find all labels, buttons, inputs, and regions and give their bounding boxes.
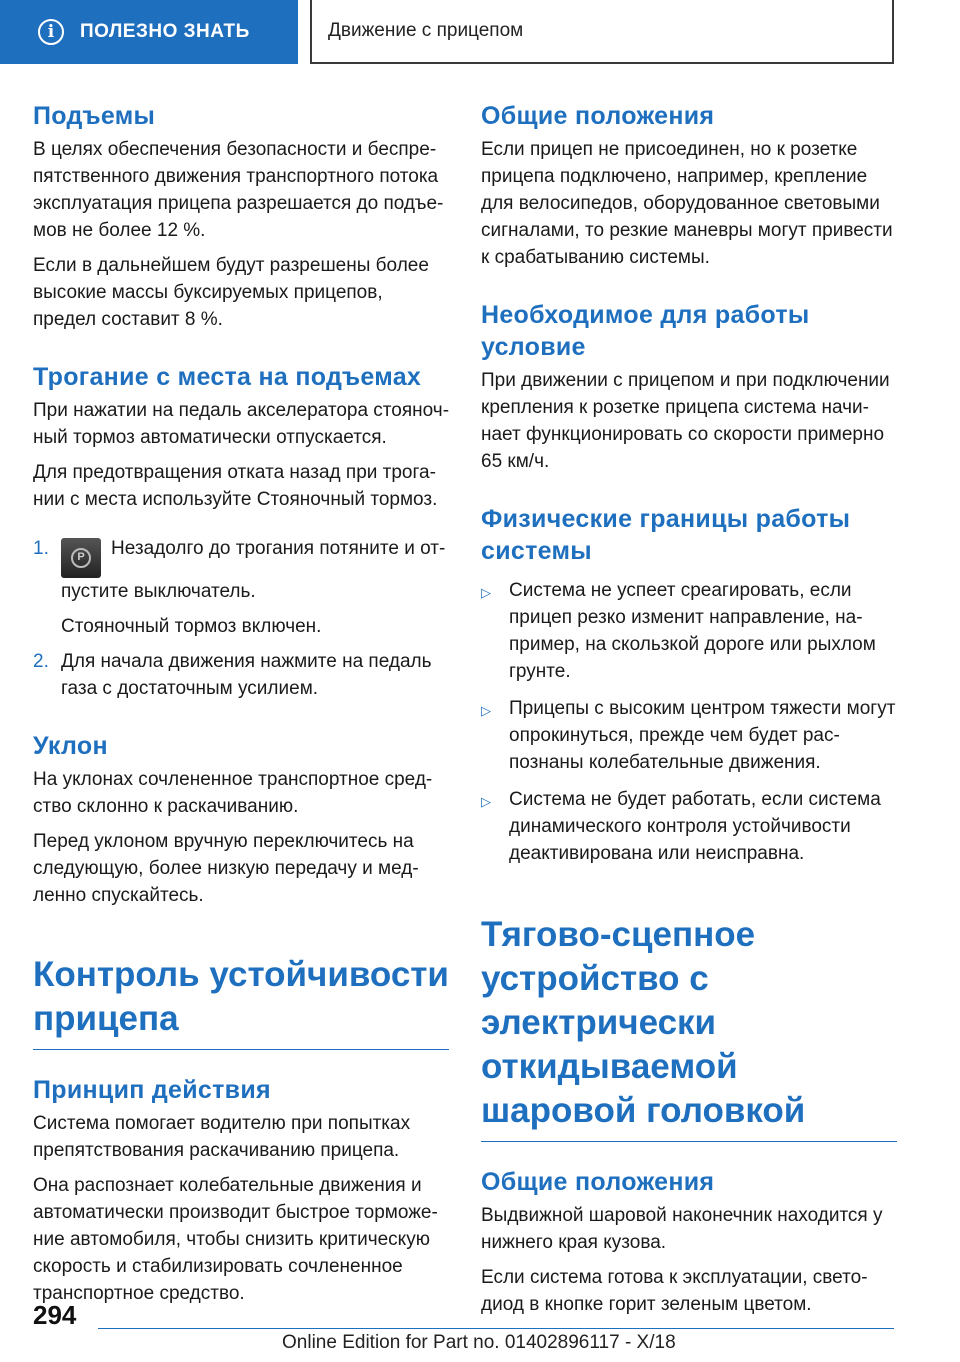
footer-divider [98, 1328, 894, 1329]
section-title-limits: Физические границы работы системы [481, 505, 851, 565]
bullet-text: Система не успеет среагировать, если прицеп резко изменит направление, например, на скользкой дороге или рыхлом грунте. [509, 580, 876, 682]
step-item [33, 535, 449, 640]
step-number: 1. [33, 538, 49, 559]
right-column [481, 100, 897, 1326]
section-title-slope: Уклон [33, 731, 108, 760]
section-title-requirement: Необходимое для работы условие [481, 301, 810, 361]
chapter-title: Движение с прицепом [328, 20, 524, 41]
parking-brake-button-icon: P [61, 538, 101, 578]
edition-note: Online Edition for Part no. 01402896117 - X/18 [282, 1332, 676, 1353]
section-title-principle: Принцип действия [33, 1075, 271, 1104]
section-title-uphill: Подъемы [33, 102, 156, 130]
section-title-hill-start: Трогание с места на подъемах [33, 363, 422, 391]
page-number: 294 [33, 1300, 77, 1330]
list-item [481, 786, 897, 867]
paragraph: Перед уклоном вручную переключитесь на следующую, более низкую передачу и медленно спускайтесь. [33, 830, 419, 906]
step-number: 2. [33, 650, 49, 672]
info-icon: i [38, 19, 64, 45]
triangle-bullet-icon: ▷ [481, 794, 491, 809]
paragraph: На уклонах сочлененное транспортное средство склонно к раскачиванию. [33, 768, 433, 817]
section-title-general: Общие положения [481, 102, 715, 130]
section-label: ПОЛЕЗНО ЗНАТЬ [80, 21, 250, 42]
left-column [33, 100, 449, 1315]
list-item [481, 577, 897, 685]
paragraph: Система помогает водителю при попытках препятствования раскачиванию прицепа. [33, 1112, 411, 1161]
section-title-general-2: Общие положения [481, 1168, 715, 1196]
chapter-title-trailer-stability: Контроль устойчивости прицепа [33, 954, 449, 1038]
paragraph: При движении с прицепом и при подключении крепления к розетке прицепа система начинает функционировать со скорости примерно 65 км/ч. [481, 370, 890, 472]
paragraph: Если в дальнейшем будут разрешены более высокие массы буксируемых прицепов, предел составит 8 %. [33, 255, 429, 330]
section-tab [0, 0, 298, 64]
paragraph: Выдвижной шаровой наконечник находится у нижнего края кузова. [481, 1205, 883, 1253]
chapter-divider [33, 1049, 449, 1050]
chapter-header [310, 0, 894, 64]
step-text: Незадолго до трогания потяните и отпустите выключатель. [61, 538, 446, 602]
step-item [33, 648, 449, 702]
paragraph: При нажатии на педаль акселератора стояночный тормоз автоматически отпускается. [33, 400, 450, 448]
paragraph: Для предотвращения отката назад при трогании с места используйте Стояночный тормоз. [33, 462, 438, 510]
triangle-bullet-icon: ▷ [481, 585, 491, 600]
chapter-title-tow-hitch: Тягово-сцепное устройство с электрически откидываемой шаровой головкой [481, 915, 806, 1130]
bullet-text: Система не будет работать, если система динамического контроля устойчивости деактивирована или неисправна. [509, 789, 881, 864]
paragraph: В целях обеспечения безопасности и беспрепятственного движения транспортного потока эксплуатация прицепа разрешается до подъемов не более 12 %. [33, 139, 444, 241]
step-note: Стояночный тормоз включен. [61, 615, 322, 637]
triangle-bullet-icon: ▷ [481, 703, 491, 718]
paragraph: Если система готова к эксплуатации, светодиод в кнопке горит зеленым цветом. [481, 1267, 868, 1315]
chapter-divider [481, 1141, 897, 1142]
list-item [481, 695, 897, 776]
paragraph: Если прицеп не присоединен, но к розетке прицепа подключено, например, крепление для велосипедов, оборудованное световыми сигналами, то резкие маневры могут привести к срабатыванию системы. [481, 139, 893, 268]
step-text: Для начала движения нажмите на педаль газа с достаточным усилием. [61, 650, 432, 699]
paragraph: Она распознает колебательные движения и автоматически производит быстрое торможение автомобиля, чтобы снизить критическую скорость и стабилизировать сочлененное транспортное средство. [33, 1174, 438, 1304]
bullet-text: Прицепы с высоким центром тяжести могут опрокинуться, прежде чем будет распознаны колебательные движения. [509, 698, 896, 773]
